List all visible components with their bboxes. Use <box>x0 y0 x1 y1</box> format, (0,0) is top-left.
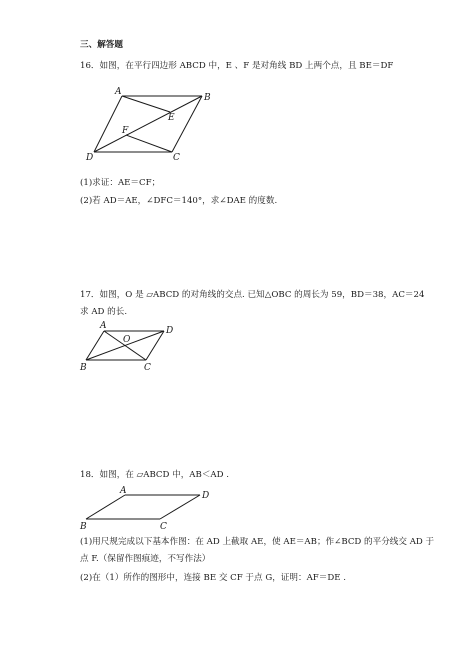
q17-label-b: B <box>80 363 87 373</box>
q17-label-d: D <box>166 326 174 336</box>
q16-segment-cf <box>126 135 172 152</box>
q17-stem-line1: 17．如图，O 是 ▱ABCD 的对角线的交点. 已知△OBC 的周长为 59，BD＝38，AC＝24 <box>80 290 425 300</box>
q18-edge-dc <box>160 495 200 519</box>
q18-part2: (2)在（1）所作的图形中，连接 BE 交 CF 于点 G，证明：AF＝DE . <box>80 573 346 583</box>
q18-label-c: C <box>160 522 167 532</box>
q17-stem-line2: 求 AD 的长. <box>80 307 128 317</box>
q16-label-d: D <box>86 153 94 163</box>
q16-stem: 16．如图，在平行四边形 ABCD 中，E 、F 是对角线 BD 上两个点，且 BE＝DF <box>80 61 394 71</box>
q16-part1: (1)求证：AE＝CF； <box>80 178 161 188</box>
q18-label-d: D <box>202 491 210 501</box>
q16-edge-bc <box>172 96 202 152</box>
q18-part1-line1: (1)用尺规完成以下基本作图：在 AD 上截取 AE，使 AE＝AB；作∠BCD 的平分线交 AD 于 <box>80 537 435 547</box>
q18-stem: 18．如图，在 ▱ABCD 中，AB＜AD . <box>80 470 229 480</box>
q16-part2: (2)若 AD＝AE，∠DFC＝140°，求∠DAE 的度数. <box>80 196 278 206</box>
q18-label-a: A <box>120 486 127 496</box>
q16-segment-ae <box>122 96 170 112</box>
q16-edge-da <box>94 96 122 152</box>
q17-label-c: C <box>144 363 151 373</box>
q17-label-a: A <box>100 321 107 331</box>
q17-figure <box>80 322 180 372</box>
q18-edge-ba <box>86 495 125 519</box>
q17-edge-ba <box>86 331 104 360</box>
q17-label-o: O <box>123 335 131 345</box>
q18-part1-line2: 点 F.（保留作图痕迹，不写作法） <box>80 554 211 564</box>
q16-label-b: B <box>204 93 211 103</box>
q16-label-e: E <box>168 113 175 123</box>
q17-edge-dc <box>146 331 164 360</box>
q18-figure <box>80 486 215 532</box>
section-title: 三、解答题 <box>80 40 123 50</box>
q16-label-c: C <box>173 153 180 163</box>
q18-label-b: B <box>80 522 87 532</box>
q16-label-a: A <box>115 87 122 97</box>
q16-label-f: F <box>122 126 129 136</box>
q16-figure <box>84 86 214 162</box>
